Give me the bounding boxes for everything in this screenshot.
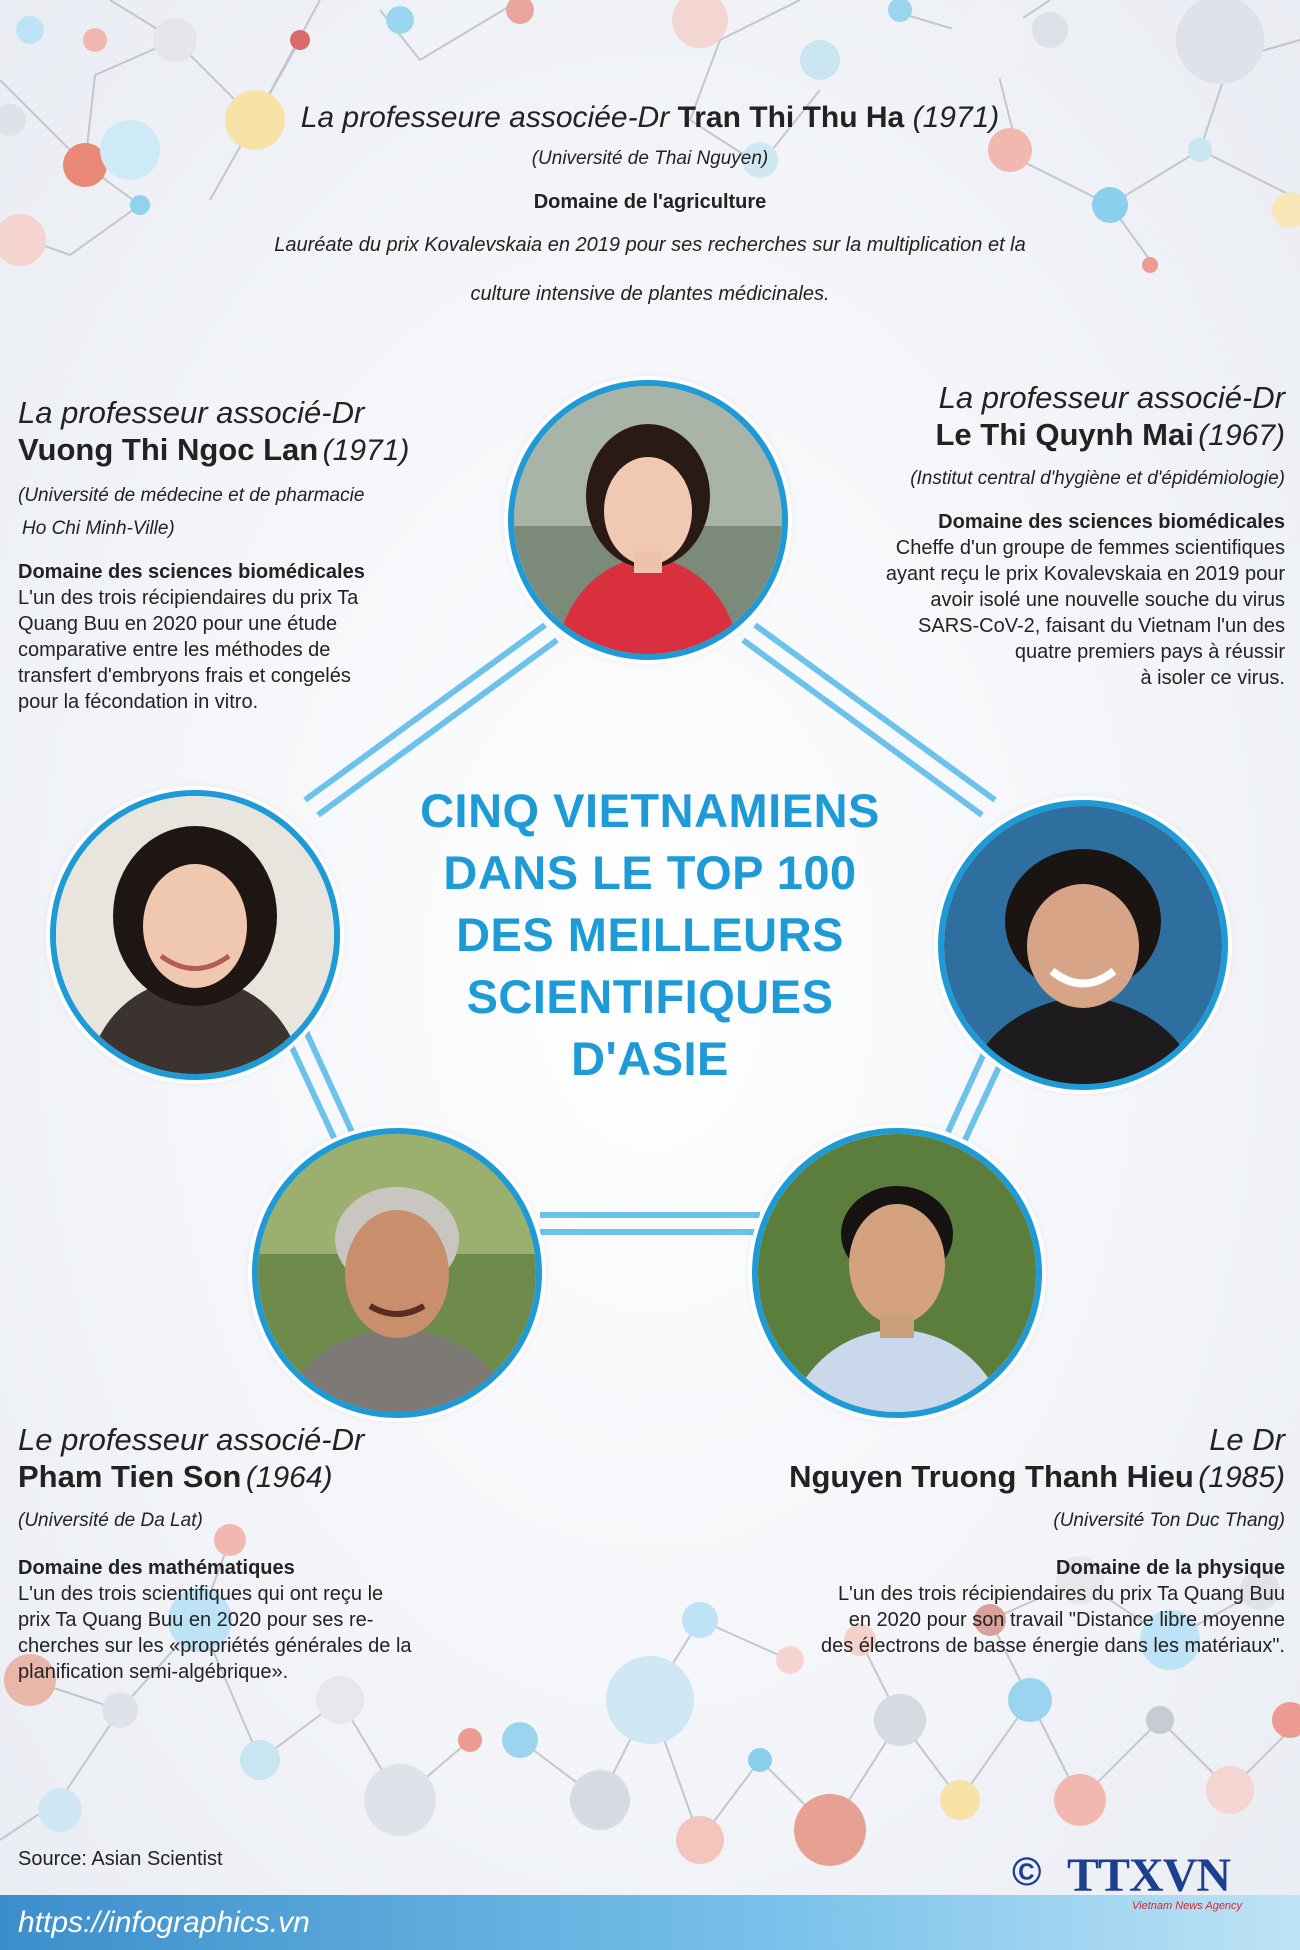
ttxvn-logo (1012, 1848, 1282, 1918)
logo-subtitle: Vietnam News Agency (1132, 1900, 1243, 1912)
right-upper-field: Domaine des sciences biomédicales (938, 511, 1285, 533)
person-photo-icon (758, 1134, 1036, 1412)
person-photo-icon (258, 1134, 536, 1412)
top-desc-line1: Lauréate du prix Kovalevskaia en 2019 pour ses recherches sur la multiplication et la (274, 234, 1026, 256)
footer-url-link[interactable]: https://infographics.vn (18, 1906, 310, 1939)
left-lower-name: Pham Tien Son (18, 1459, 242, 1494)
right-upper-desc-5: quatre premiers pays à réussir (1014, 641, 1285, 663)
left-lower-scientist (18, 1422, 518, 1685)
left-lower-desc-3: cherches sur les «propriétés générales de la (18, 1635, 412, 1657)
right-lower-name: Nguyen Truong Thanh Hieu (789, 1459, 1194, 1494)
left-lower-label: Le professeur associé-Dr (18, 1422, 365, 1457)
portrait-le-thi-quynh-mai (508, 380, 788, 660)
person-photo-icon (944, 806, 1222, 1084)
left-upper-label: La professeur associé-Dr (18, 395, 365, 430)
source-note: Source: Asian Scientist (18, 1848, 223, 1870)
right-upper-scientist (760, 380, 1285, 691)
left-lower-year: (1964) (245, 1461, 333, 1494)
left-upper-desc-5: pour la fécondation in vitro. (18, 691, 259, 713)
left-upper-desc-3: comparative entre les méthodes de (18, 639, 331, 661)
right-lower-field: Domaine de la physique (1056, 1557, 1285, 1579)
portrait-pham-tien-son (252, 1128, 542, 1418)
top-year: (1971) (912, 101, 1000, 134)
person-photo-icon (56, 796, 334, 1074)
right-lower-desc-3: des électrons de basse énergie dans les matériaux". (820, 1635, 1285, 1657)
person-photo-icon (514, 386, 782, 654)
right-upper-year: (1967) (1198, 419, 1285, 452)
right-lower-scientist (680, 1422, 1285, 1659)
left-upper-institution-1: (Université de médecine et de pharmacie (18, 485, 365, 506)
copyright-icon: © (1012, 1850, 1042, 1894)
right-lower-label: Le Dr (1209, 1422, 1285, 1457)
left-upper-year: (1971) (322, 434, 410, 467)
title-line-1: CINQ VIETNAMIENS (420, 784, 880, 837)
left-lower-desc-2: prix Ta Quang Buu en 2020 pour ses re- (18, 1609, 374, 1631)
left-upper-field: Domaine des sciences biomédicales (18, 561, 365, 583)
title-line-3: DES MEILLEURS (456, 908, 844, 961)
top-scientist (150, 100, 1150, 307)
left-lower-institution: (Université de Da Lat) (18, 1510, 203, 1531)
top-institution: (Université de Thai Nguyen) (531, 148, 769, 169)
main-title (330, 780, 970, 1090)
right-upper-desc-4: SARS-CoV-2, faisant du Vietnam l'un des (918, 615, 1285, 637)
top-name: Tran Thi Thu Ha (677, 101, 905, 134)
right-upper-desc-3: avoir isolé une nouvelle souche du virus (930, 589, 1285, 611)
left-upper-desc-2: Quang Buu en 2020 pour une étude (18, 613, 338, 635)
top-desc-line2: culture intensive de plantes médicinales. (470, 283, 830, 305)
left-upper-desc-1: L'un des trois récipiendaires du prix Ta (18, 587, 359, 609)
title-line-2: DANS LE TOP 100 (443, 846, 857, 899)
portrait-le-thi-quynh-mai-2 (938, 800, 1228, 1090)
right-upper-desc-2: ayant reçu le prix Kovalevskaia en 2019 pour (885, 563, 1285, 585)
right-upper-desc-1: Cheffe d'un groupe de femmes scientifiques (895, 537, 1285, 559)
portrait-vuong-thi-ngoc-lan (50, 790, 340, 1080)
right-lower-desc-2: en 2020 pour son travail "Distance libre moyenne (848, 1609, 1285, 1631)
left-upper-institution-2: Ho Chi Minh-Ville) (22, 518, 175, 539)
top-field: Domaine de l'agriculture (533, 191, 767, 213)
logo-text: TTXVN (1067, 1849, 1231, 1902)
right-lower-year: (1985) (1198, 1461, 1285, 1494)
right-lower-desc-1: L'un des trois récipiendaires du prix Ta Quang Buu (837, 1583, 1285, 1605)
left-upper-scientist (18, 395, 488, 715)
right-upper-name: Le Thi Quynh Mai (935, 417, 1194, 452)
right-upper-institution: (Institut central d'hygiène et d'épidémiologie) (910, 468, 1285, 489)
right-upper-desc-6: à isoler ce virus. (1140, 667, 1285, 689)
title-line-4: SCIENTIFIQUES (466, 970, 834, 1023)
right-lower-institution: (Université Ton Duc Thang) (1053, 1510, 1285, 1531)
title-line-5: D'ASIE (571, 1032, 729, 1085)
left-lower-desc-4: planification semi-algébrique». (18, 1661, 289, 1683)
left-upper-desc-4: transfert d'embryons frais et congelés (18, 665, 351, 687)
left-lower-field: Domaine des mathématiques (18, 1557, 295, 1579)
left-upper-name: Vuong Thi Ngoc Lan (18, 432, 319, 467)
left-lower-desc-1: L'un des trois scientifiques qui ont reçu le (18, 1583, 384, 1605)
right-upper-label: La professeur associé-Dr (938, 380, 1285, 415)
top-label: La professeure associée-Dr (300, 101, 670, 134)
portrait-nguyen-truong-thanh-hieu (752, 1128, 1042, 1418)
